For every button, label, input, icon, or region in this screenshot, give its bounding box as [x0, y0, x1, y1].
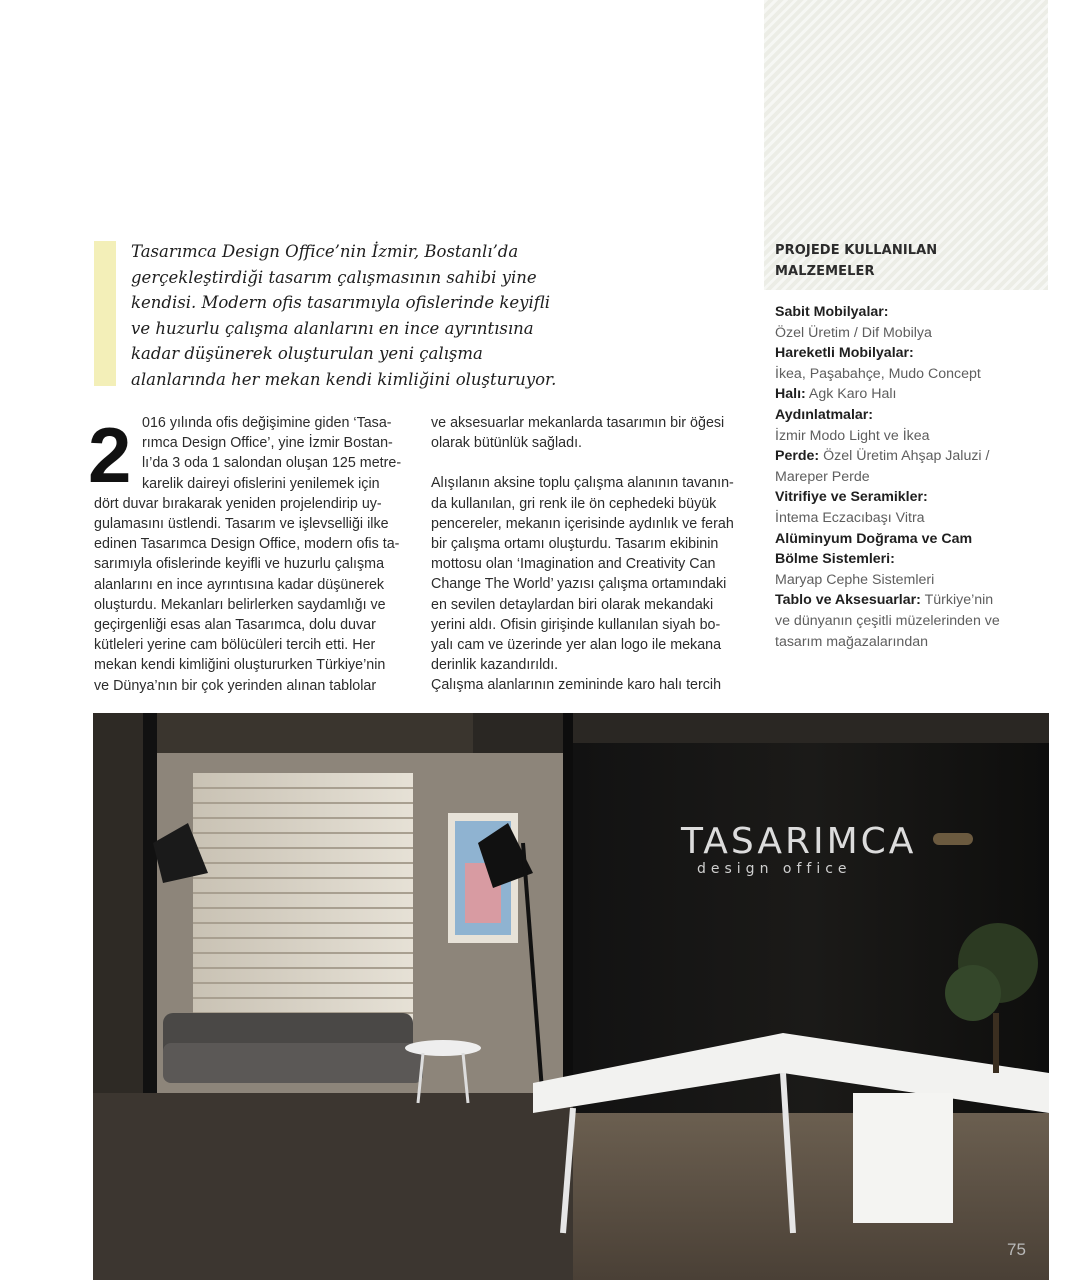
article-line: oluşturdu. Mekanları belirlerken saydamlığı ve [94, 596, 386, 613]
article-line: karelik daireyi ofislerini yenilemek için [142, 475, 380, 492]
materials-value: Özel Üretim Ahşap Jaluzi / [819, 448, 990, 465]
article-line: dört duvar bırakarak yeniden projelendirip uy- [94, 495, 382, 512]
pull-quote-line: kendisi. Modern ofis tasarımıyla ofislerinde keyifli [131, 293, 551, 313]
materials-item-value [775, 611, 1035, 632]
article-line: rımca Design Office’, yine İzmir Bostan- [142, 435, 393, 452]
materials-list [775, 302, 1035, 652]
article-line: bir çalışma ortamı oluşturdu. Tasarım ekibinin [431, 536, 719, 553]
materials-value: tasarım mağazalarından [775, 633, 928, 650]
materials-item-label [775, 405, 1035, 426]
materials-heading-line-1: PROJEDE KULLANILAN [775, 243, 938, 258]
materials-heading-line-2: MALZEMELER [775, 264, 875, 279]
article-line: gulamasını üstlendi. Tasarım ve işlevselliği ilke [94, 516, 389, 533]
pull-quote-line: Tasarımca Design Office’nin İzmir, Bostanlı’da [131, 242, 519, 261]
materials-item-label [775, 302, 1035, 323]
materials-value: Maryap Cephe Sistemleri [775, 571, 935, 588]
materials-value: Mareper Perde [775, 468, 870, 485]
materials-item-value [775, 508, 1035, 529]
drop-cap: 2 [88, 411, 132, 499]
materials-label: Sabit Mobilyalar: [775, 304, 889, 320]
article-line: geçirgenliği esas alan Tasarımca, dolu duvar [94, 617, 376, 634]
photo-logo-main: TASARIMCA [681, 821, 917, 862]
article-column-right [431, 413, 751, 696]
article-line: pencereler, mekanın içerisinde aydınlık ve ferah [431, 515, 734, 532]
materials-item-value [775, 426, 1035, 447]
materials-label: Tablo ve Aksesuarlar: [775, 592, 921, 609]
materials-value: Agk Karo Halı [805, 386, 897, 403]
article-column-left [94, 413, 414, 696]
materials-label: Perde: [775, 448, 820, 465]
article-line: edinen Tasarımca Design Office, modern ofis ta- [94, 536, 400, 553]
materials-value: Özel Üretim / Dif Mobilya [775, 324, 932, 341]
pull-quote-line: gerçekleştirdiği tasarım çalışmasının sahibi yine [131, 267, 537, 287]
materials-item-value [775, 570, 1035, 591]
materials-label: Alüminyum Doğrama ve Cam [775, 530, 973, 547]
materials-label: Hareketli Mobilyalar: [775, 345, 914, 362]
materials-item-value [775, 467, 1035, 488]
article-line: olarak bütünlük sağladı. [431, 435, 583, 452]
materials-heading [775, 240, 1035, 282]
materials-item [775, 590, 1035, 611]
materials-value: İntema Eczacıbaşı Vitra [775, 509, 925, 526]
pull-quote-line: kadar düşünerek oluşturulan yeni çalışma [131, 344, 483, 364]
materials-item-value [775, 323, 1035, 344]
office-photo-illustration [93, 713, 1049, 1280]
article-line: Change The World’ yazısı çalışma ortamındaki [431, 576, 727, 593]
materials-value: İkea, Paşabahçe, Mudo Concept [775, 365, 981, 382]
article-line: ve Dünya’nın bir çok yerinden alınan tablolar [94, 677, 377, 694]
materials-item [775, 446, 1035, 467]
article-line: ve aksesuarlar mekanlarda tasarımın bir öğesi [431, 415, 725, 431]
materials-value: İzmir Modo Light ve İkea [775, 427, 930, 444]
materials-item-value [775, 632, 1035, 653]
article-line: derinlik kazandırıldı. [431, 657, 559, 674]
article-line: Alışılanın aksine toplu çalışma alanının tavanın- [431, 475, 734, 492]
article-line: Çalışma alanlarının zemininde karo halı tercih [431, 677, 722, 694]
article-line: lı’da 3 oda 1 salondan oluşan 125 metre- [142, 455, 402, 472]
office-photo [93, 713, 1049, 1280]
pull-quote-line: ve huzurlu çalışma alanlarını en ince ayrıntısına [131, 318, 534, 338]
materials-item-label [775, 529, 1035, 550]
materials-item [775, 384, 1035, 405]
materials-item-value [775, 364, 1035, 385]
article-line: yalı cam ve üzerinde yer alan logo ile mekana [431, 637, 722, 654]
article-line: da kullanılan, gri renk ile ön cephedeki büyük [431, 495, 717, 512]
materials-value: ve dünyanın çeşitli müzelerinden ve [775, 612, 1000, 629]
materials-label: Aydınlatmalar: [775, 406, 874, 423]
materials-item-label [775, 343, 1035, 364]
article-line: alanlarını en ince ayrıntısına kadar düşünerek [94, 576, 385, 593]
materials-item-label [775, 549, 1035, 570]
article-line: 016 yılında ofis değişimine giden ‘Tasa- [142, 415, 392, 431]
materials-label: Vitrifiye ve Seramikler: [775, 489, 928, 506]
article-line: kütleleri yerine cam bölücüleri tercih etti. Her [94, 637, 376, 654]
materials-item-label [775, 487, 1035, 508]
pull-quote [131, 239, 691, 393]
materials-label: Bölme Sistemleri: [775, 551, 895, 568]
article-line: mottosu olan ‘Imagination and Creativity Can [431, 556, 716, 573]
article-line: yerini aldı. Ofisin girişinde kullanılan siyah bo- [431, 616, 721, 633]
quote-accent-bar [94, 241, 116, 386]
materials-label: Halı: [775, 386, 806, 403]
paragraph-gap [431, 453, 751, 473]
materials-value: Türkiye’nin [920, 592, 994, 609]
photo-logo-sub: design office [697, 861, 852, 877]
page-number: 75 [1007, 1240, 1026, 1259]
article-line: mekan kendi kimliğini oluştururken Türkiye’nin [94, 657, 386, 674]
pull-quote-line: alanlarında her mekan kendi kimliğini oluşturuyor. [131, 369, 557, 389]
article-line: sarımıyla ofislerinde keyifli ve huzurlu çalışma [94, 556, 385, 573]
article-line: en sevilen detaylardan biri olarak mekandaki [431, 596, 714, 613]
